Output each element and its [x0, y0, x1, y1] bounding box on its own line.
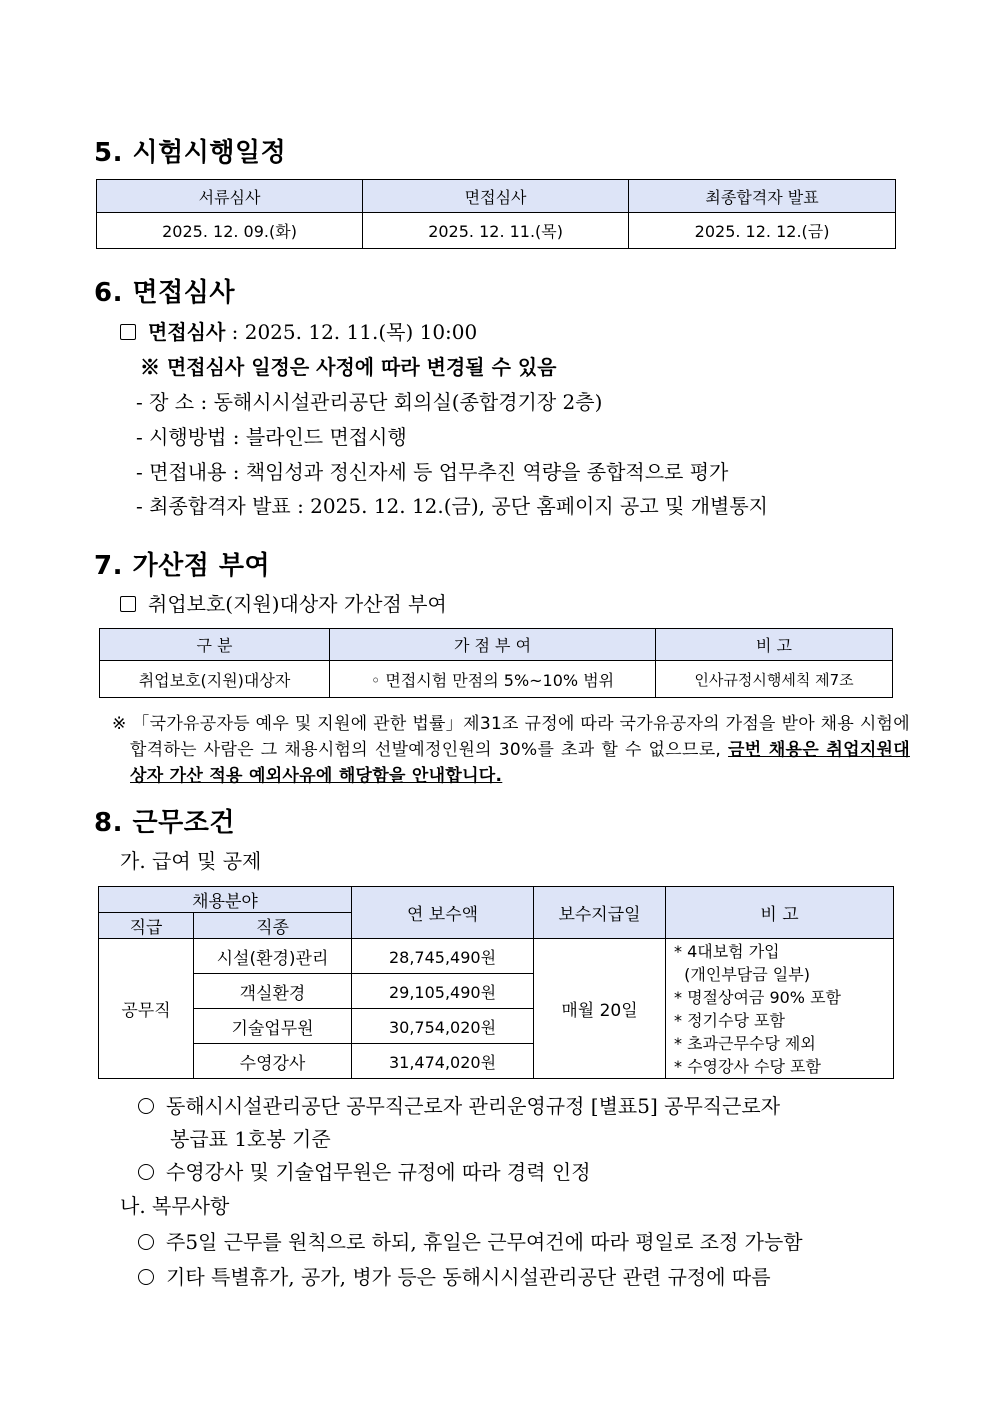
bonus-note — [112, 711, 910, 789]
checkbox-square-icon — [120, 596, 136, 612]
schedule-header: 서류심사 — [97, 180, 363, 213]
bonus-note-text: ※ 「국가유공자등 예우 및 지원에 관한 법률」제31조 규정에 따라 국가유공자의 가점을 받아 채용 시험에 합격하는 사람은 그 채용시험의 선발예정인원의 30%를 초과 할 수 없으므로, — [112, 714, 910, 760]
salary-header-remark: 비 고 — [666, 887, 894, 939]
remark-line: * 초과근무수당 제외 — [674, 1033, 816, 1053]
circle-bullet-icon — [138, 1098, 154, 1114]
salary-pay-cell: 31,474,020원 — [352, 1044, 534, 1079]
duty-line — [138, 1261, 771, 1290]
section-5-title: 5. 시험시행일정 — [94, 138, 287, 168]
duty-line — [138, 1226, 803, 1255]
section-8-title: 8. 근무조건 — [94, 808, 235, 838]
duty-text: 주5일 근무를 원칙으로 하되, 휴일은 근무여건에 따라 평일로 조정 가능함 — [166, 1230, 803, 1254]
interview-detail-line: - 면접내용 : 책임성과 정신자세 등 업무추진 역량을 종합적으로 평가 — [136, 460, 729, 484]
remark-line: * 4대보험 가입 — [674, 941, 780, 961]
salary-basis-line-2: 봉급표 1호봉 기준 — [170, 1127, 331, 1151]
salary-header-job: 직종 — [194, 913, 352, 939]
salary-header-payday: 보수지급일 — [534, 887, 666, 939]
salary-job-cell: 기술업무원 — [194, 1009, 352, 1044]
bonus-item-line — [120, 588, 447, 617]
salary-pay-cell: 29,105,490원 — [352, 974, 534, 1009]
bonus-note-emphasis: 금번 채용은 취업지원대상자 가산 적용 예외사유에 해당함을 안내합니다. — [130, 740, 910, 786]
remark-line: * 정기수당 포함 — [674, 1010, 785, 1030]
remark-line: (개인부담금 일부) — [674, 964, 810, 984]
checkbox-square-icon — [120, 324, 136, 340]
bonus-cell: ◦ 면접시험 만점의 5%~10% 범위 — [330, 661, 656, 698]
salary-remarks-cell — [666, 939, 894, 1079]
salary-job-cell: 시설(환경)관리 — [194, 939, 352, 974]
interview-date-line — [120, 316, 477, 345]
interview-detail-line: - 장 소 : 동해시시설관리공단 회의실(종합경기장 2층) — [136, 390, 603, 414]
salary-header-pay: 연 보수액 — [352, 887, 534, 939]
salary-job-cell: 객실환경 — [194, 974, 352, 1009]
bonus-cell: 취업보호(지원)대상자 — [100, 661, 330, 698]
bonus-header: 비 고 — [656, 629, 893, 661]
interview-notice: ※ 면접심사 일정은 사정에 따라 변경될 수 있음 — [140, 355, 557, 379]
interview-detail-line: - 시행방법 : 블라인드 면접시행 — [136, 425, 407, 449]
section-6-title: 6. 면접심사 — [94, 278, 235, 308]
subsection-b-title: 나. 복무사항 — [120, 1194, 230, 1218]
bonus-item-text: 취업보호(지원)대상자 가산점 부여 — [148, 592, 447, 616]
salary-header-rank: 직급 — [99, 913, 194, 939]
salary-basis-line — [138, 1090, 780, 1119]
schedule-date: 2025. 12. 09.(화) — [97, 213, 363, 249]
bonus-header: 구 분 — [100, 629, 330, 661]
salary-job-cell: 수영강사 — [194, 1044, 352, 1079]
salary-payday-cell: 매월 20일 — [534, 939, 666, 1079]
schedule-date: 2025. 12. 11.(목) — [363, 213, 629, 249]
section-7-title: 7. 가산점 부여 — [94, 551, 271, 581]
schedule-header: 최종합격자 발표 — [629, 180, 896, 213]
duty-text: 기타 특별휴가, 공가, 병가 등은 동해시시설관리공단 관련 규정에 따름 — [166, 1265, 771, 1289]
interview-value: : 2025. 12. 11.(목) 10:00 — [231, 320, 478, 344]
salary-pay-cell: 30,754,020원 — [352, 1009, 534, 1044]
bonus-points-table — [99, 628, 893, 698]
exam-schedule-table — [96, 179, 896, 249]
schedule-date: 2025. 12. 12.(금) — [629, 213, 896, 249]
interview-label: 면접심사 — [148, 320, 226, 344]
salary-pay-cell: 28,745,490원 — [352, 939, 534, 974]
circle-bullet-icon — [138, 1269, 154, 1285]
salary-basis-text: 동해시시설관리공단 공무직근로자 관리운영규정 [별표5] 공무직근로자 — [166, 1094, 781, 1118]
salary-header-field: 채용분야 — [99, 887, 352, 913]
salary-rank-cell: 공무직 — [99, 939, 194, 1079]
career-line — [138, 1156, 591, 1185]
schedule-header: 면접심사 — [363, 180, 629, 213]
remark-line: * 수영강사 수당 포함 — [674, 1056, 821, 1076]
circle-bullet-icon — [138, 1164, 154, 1180]
interview-detail-line: - 최종합격자 발표 : 2025. 12. 12.(금), 공단 홈페이지 공고 및 개별통지 — [136, 494, 768, 518]
subsection-a-title: 가. 급여 및 공제 — [120, 849, 262, 873]
career-text: 수영강사 및 기술업무원은 규정에 따라 경력 인정 — [166, 1160, 591, 1184]
bonus-header: 가 점 부 여 — [330, 629, 656, 661]
circle-bullet-icon — [138, 1234, 154, 1250]
bonus-cell: 인사규정시행세칙 제7조 — [656, 661, 893, 698]
remark-line: * 명절상여금 90% 포함 — [674, 987, 842, 1007]
salary-table — [98, 886, 894, 1079]
